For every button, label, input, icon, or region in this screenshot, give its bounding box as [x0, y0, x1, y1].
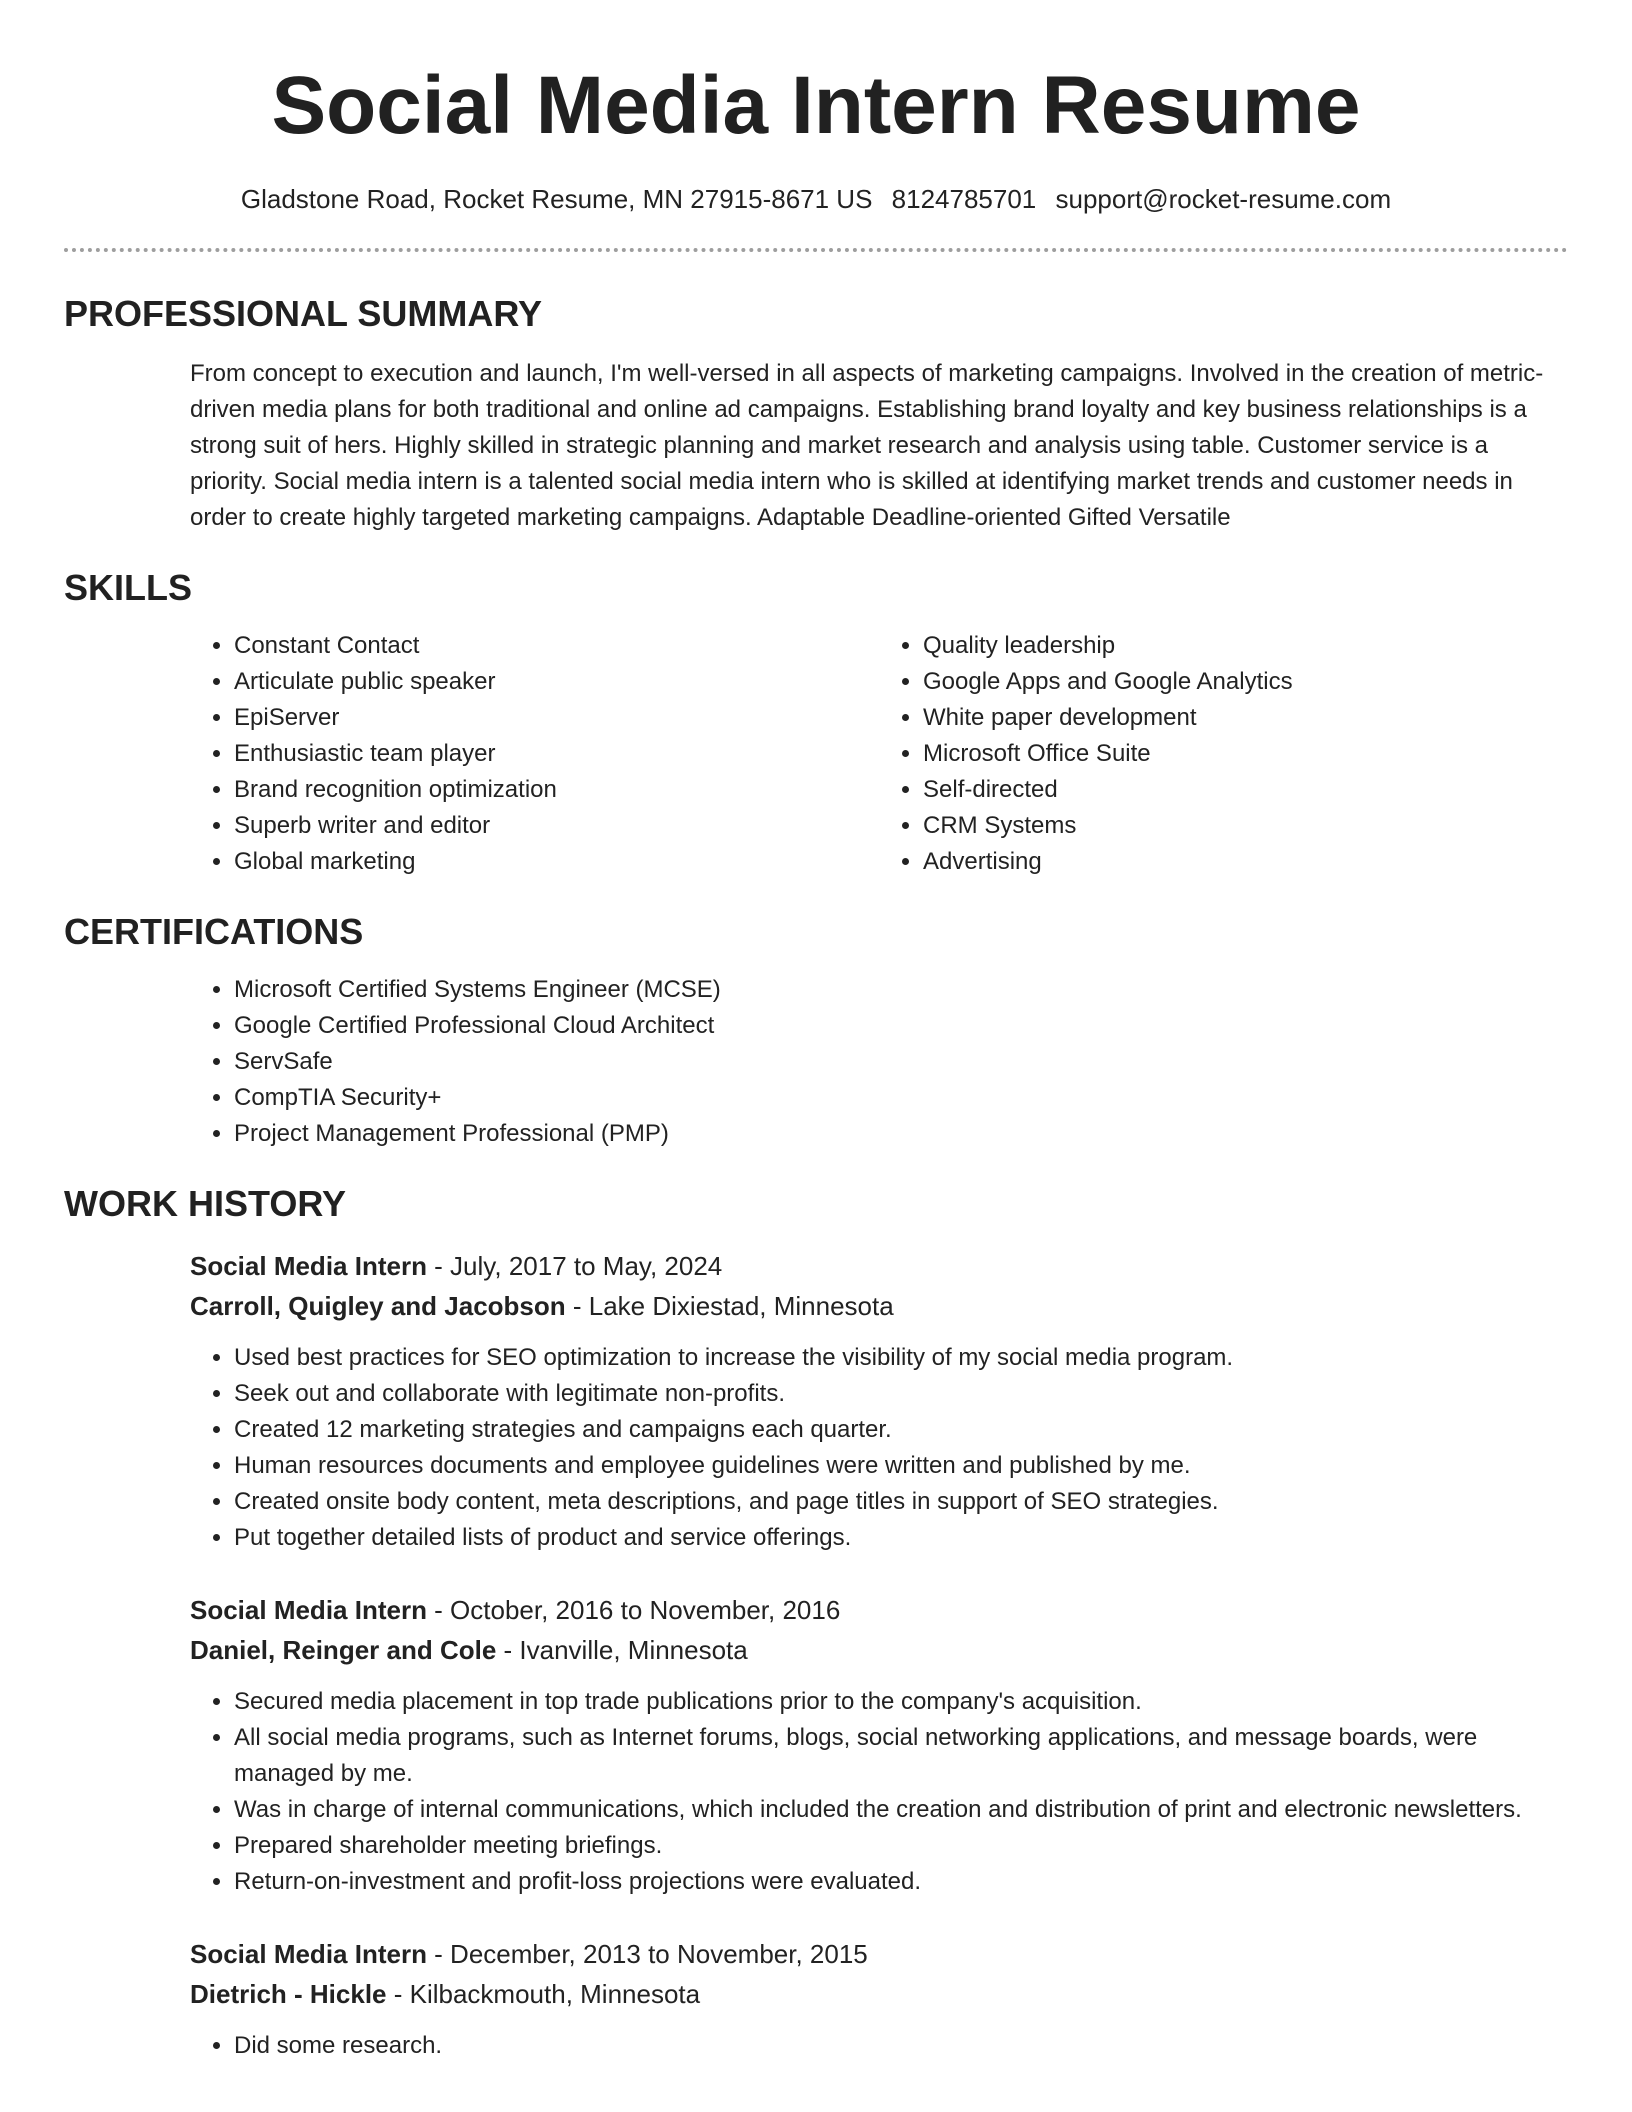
job-dates: - October, 2016 to November, 2016: [426, 1595, 841, 1625]
job-entry: [190, 1934, 1568, 2064]
list-item: • ServSafe: [234, 1044, 1568, 1080]
list-item: • CRM Systems: [923, 808, 1568, 844]
job-role-line: [190, 1246, 1568, 1286]
list-item: • Seek out and collaborate with legitimate non-profits.: [234, 1376, 1568, 1412]
job-role: Social Media Intern: [190, 1939, 427, 1969]
list-item: • Used best practices for SEO optimization to increase the visibility of my social media program.: [234, 1340, 1568, 1376]
skills-list-right: [879, 628, 1568, 880]
job-company: Carroll, Quigley and Jacobson: [190, 1291, 566, 1321]
certifications-bullets: [190, 972, 1568, 1152]
list-item: • Brand recognition optimization: [234, 772, 879, 808]
job-role-line: [190, 1934, 1568, 1974]
work-history-heading: WORK HISTORY: [64, 1183, 347, 1224]
list-item: • Project Management Professional (PMP): [234, 1116, 1568, 1152]
list-item: • Constant Contact: [234, 628, 879, 664]
list-item: • Self-directed: [923, 772, 1568, 808]
skills-columns: [190, 628, 1568, 880]
list-item: • Created onsite body content, meta descriptions, and page titles in support of SEO strategies.: [234, 1484, 1568, 1520]
job-location: - Lake Dixiestad, Minnesota: [565, 1291, 894, 1321]
job-company-line: [190, 1630, 1568, 1670]
list-item: • Quality leadership: [923, 628, 1568, 664]
skills-list-left: [190, 628, 879, 880]
contact-phone: 8124785701: [891, 184, 1037, 214]
contact-line: [64, 182, 1568, 216]
resume-title: Social Media Intern Resume: [271, 60, 1361, 151]
job-company: Daniel, Reinger and Cole: [190, 1635, 497, 1665]
list-item: • Google Apps and Google Analytics: [923, 664, 1568, 700]
list-item: • Microsoft Office Suite: [923, 736, 1568, 772]
list-item: • Global marketing: [234, 844, 879, 880]
certifications-list: [190, 972, 1568, 1152]
job-bullets: [190, 1684, 1568, 1900]
job-dates: - July, 2017 to May, 2024: [426, 1251, 723, 1281]
list-item: • Superb writer and editor: [234, 808, 879, 844]
list-item: • Prepared shareholder meeting briefings.: [234, 1828, 1568, 1864]
header-divider: [64, 248, 1568, 252]
summary-text: From concept to execution and launch, I'm well-versed in all aspects of marketing campaigns. Involved in the creation of metric-driven media plans for both traditional and online ad campaigns. Establishing brand loyalty and key business relationships is a strong suit of hers. Highly skilled in strategic planning and market research and analysis using table. Customer service is a priority. Social media intern is a talented social media intern who is skilled at identifying market trends and customer needs in order to create highly targeted marketing campaigns. Adaptable Deadline-oriented Gifted Versatile: [190, 360, 1544, 531]
job-dates: - December, 2013 to November, 2015: [426, 1939, 868, 1969]
list-item: • CompTIA Security+: [234, 1080, 1568, 1116]
job-role: Social Media Intern: [190, 1595, 427, 1625]
list-item: • Did some research.: [234, 2028, 1568, 2064]
list-item: • Put together detailed lists of product and service offerings.: [234, 1520, 1568, 1556]
list-item: • Return-on-investment and profit-loss projections were evaluated.: [234, 1864, 1568, 1900]
job-role: Social Media Intern: [190, 1251, 427, 1281]
list-item: • Human resources documents and employee guidelines were written and published by me.: [234, 1448, 1568, 1484]
summary-heading: PROFESSIONAL SUMMARY: [64, 293, 543, 334]
job-location: - Ivanville, Minnesota: [496, 1635, 748, 1665]
certifications-heading: CERTIFICATIONS: [64, 911, 364, 952]
job-bullets: [190, 1340, 1568, 1556]
job-entry: [190, 1590, 1568, 1900]
job-company-line: [190, 1974, 1568, 2014]
list-item: • Created 12 marketing strategies and campaigns each quarter.: [234, 1412, 1568, 1448]
contact-email: support@rocket-resume.com: [1055, 184, 1392, 214]
skills-heading: SKILLS: [64, 567, 193, 608]
contact-address: Gladstone Road, Rocket Resume, MN 27915-8671 US: [240, 184, 873, 214]
list-item: • Advertising: [923, 844, 1568, 880]
list-item: • All social media programs, such as Internet forums, blogs, social networking applications, and message boards, were managed by me.: [234, 1720, 1568, 1792]
list-item: • Microsoft Certified Systems Engineer (MCSE): [234, 972, 1568, 1008]
job-bullets: [190, 2028, 1568, 2064]
list-item: • Secured media placement in top trade publications prior to the company's acquisition.: [234, 1684, 1568, 1720]
list-item: • Was in charge of internal communications, which included the creation and distribution of print and electronic newsletters.: [234, 1792, 1568, 1828]
list-item: • Enthusiastic team player: [234, 736, 879, 772]
job-role-line: [190, 1590, 1568, 1630]
list-item: • Google Certified Professional Cloud Architect: [234, 1008, 1568, 1044]
list-item: • White paper development: [923, 700, 1568, 736]
resume-page: [64, 0, 1568, 2064]
list-item: • EpiServer: [234, 700, 879, 736]
job-entry: [190, 1246, 1568, 1556]
job-company: Dietrich - Hickle: [190, 1979, 387, 2009]
job-location: - Kilbackmouth, Minnesota: [386, 1979, 701, 2009]
list-item: • Articulate public speaker: [234, 664, 879, 700]
job-company-line: [190, 1286, 1568, 1326]
